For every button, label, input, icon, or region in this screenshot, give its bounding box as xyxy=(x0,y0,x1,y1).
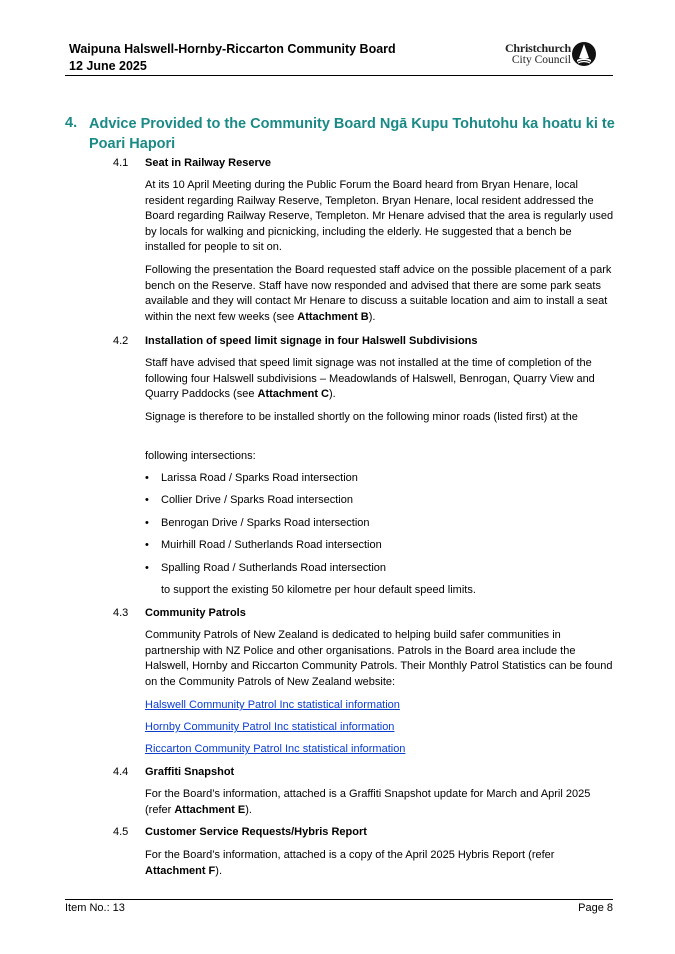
footer-divider xyxy=(65,899,613,900)
footer-item-number: Item No.: 13 xyxy=(65,902,125,914)
header-date: 12 June 2025 xyxy=(69,59,147,73)
item-4-5-paragraph-1: For the Board’s information, attached is a copy of the April 2025 Hybris Report (refer Attachment F). xyxy=(145,849,555,877)
item-4-4-title: Graffiti Snapshot xyxy=(145,766,235,778)
attachment-c-ref: Attachment C xyxy=(257,388,330,401)
halswell-patrol-link[interactable]: Halswell Community Patrol Inc statistical information xyxy=(145,699,400,711)
attachment-b-ref: Attachment B xyxy=(297,310,369,323)
section-number: 4. xyxy=(65,115,78,131)
hornby-patrol-link[interactable]: Hornby Community Patrol Inc statistical information xyxy=(145,721,395,733)
item-4-1-paragraph-2: Following the presentation the Board requested staff advice on the possible placement of a park bench on the Reserve. Staff have now responded and advised that there are some park seats available and they will contact Mr Henare to discuss a suitable location and aim to install a seat within the next few weeks (see Attachment B). xyxy=(145,264,612,323)
item-4-1-title: Seat in Railway Reserve xyxy=(145,157,271,169)
footer-page-number: Page 8 xyxy=(578,902,613,914)
header-title: Waipuna Halswell-Hornby-Riccarton Community Board xyxy=(69,42,396,56)
attachment-f-ref: Attachment F xyxy=(145,864,216,877)
item-4-2-paragraph-4: to support the existing 50 kilometre per hour default speed limits. xyxy=(161,584,476,596)
cathedral-logo-icon xyxy=(571,41,597,67)
item-4-1-number: 4.1 xyxy=(113,157,129,169)
item-4-4-number: 4.4 xyxy=(113,766,129,778)
item-4-2-title: Installation of speed limit signage in four Halswell Subdivisions xyxy=(145,335,478,347)
council-logo xyxy=(497,40,607,70)
item-4-2-paragraph-1: Staff have advised that speed limit signage was not installed at the time of completion of the following four Halswell subdivisions – Meadowlands of Halswell, Benrogan, Quarry View and Quarry Paddocks (see Attachment C). xyxy=(145,357,595,401)
logo-line2: City Council xyxy=(511,54,571,66)
section-title: Advice Provided to the Community Board Ngā Kupu Tohutohu ka hoatu ki te Poari Hapori xyxy=(89,116,615,152)
attachment-e-ref: Attachment E xyxy=(174,803,246,816)
item-4-2-paragraph-3: following intersections: xyxy=(145,450,256,462)
item-4-3-paragraph-1: Community Patrols of New Zealand is dedicated to helping build safer communities in partnership with NZ Police and other organisations. Patrols in the Board area include the Halswell, Hornby and Riccarton Community Patrols. Their Monthly Patrol Statistics can be found on the Community Patrols of New Zealand website: xyxy=(145,629,613,688)
riccarton-patrol-link[interactable]: Riccarton Community Patrol Inc statistical information xyxy=(145,743,406,755)
item-4-1-paragraph-1: At its 10 April Meeting during the Public Forum the Board heard from Bryan Henare, local resident regarding Railway Reserve, Templeton. Bryan Henare, local resident addressed the Board regarding Railway Reserve, Templeton. Mr Henare advised that the area is regularly used by locals for walking and picnicking, including the elderly. He suggested that a bench be installed for people to sit on. xyxy=(145,179,614,254)
item-4-2-paragraph-2: Signage is therefore to be installed shortly on the following minor roads (listed first) at the xyxy=(145,411,578,423)
header-divider xyxy=(65,75,613,76)
item-4-4-paragraph-1: For the Board’s information, attached is a Graffiti Snapshot update for March and April 2025 (refer Attachment E). xyxy=(145,788,591,816)
item-4-3-title: Community Patrols xyxy=(145,607,246,619)
item-4-2-number: 4.2 xyxy=(113,335,129,347)
logo-line1: Christchurch xyxy=(504,41,571,55)
item-4-3-number: 4.3 xyxy=(113,607,129,619)
item-4-5-number: 4.5 xyxy=(113,826,129,838)
item-4-5-title: Customer Service Requests/Hybris Report xyxy=(145,826,367,838)
